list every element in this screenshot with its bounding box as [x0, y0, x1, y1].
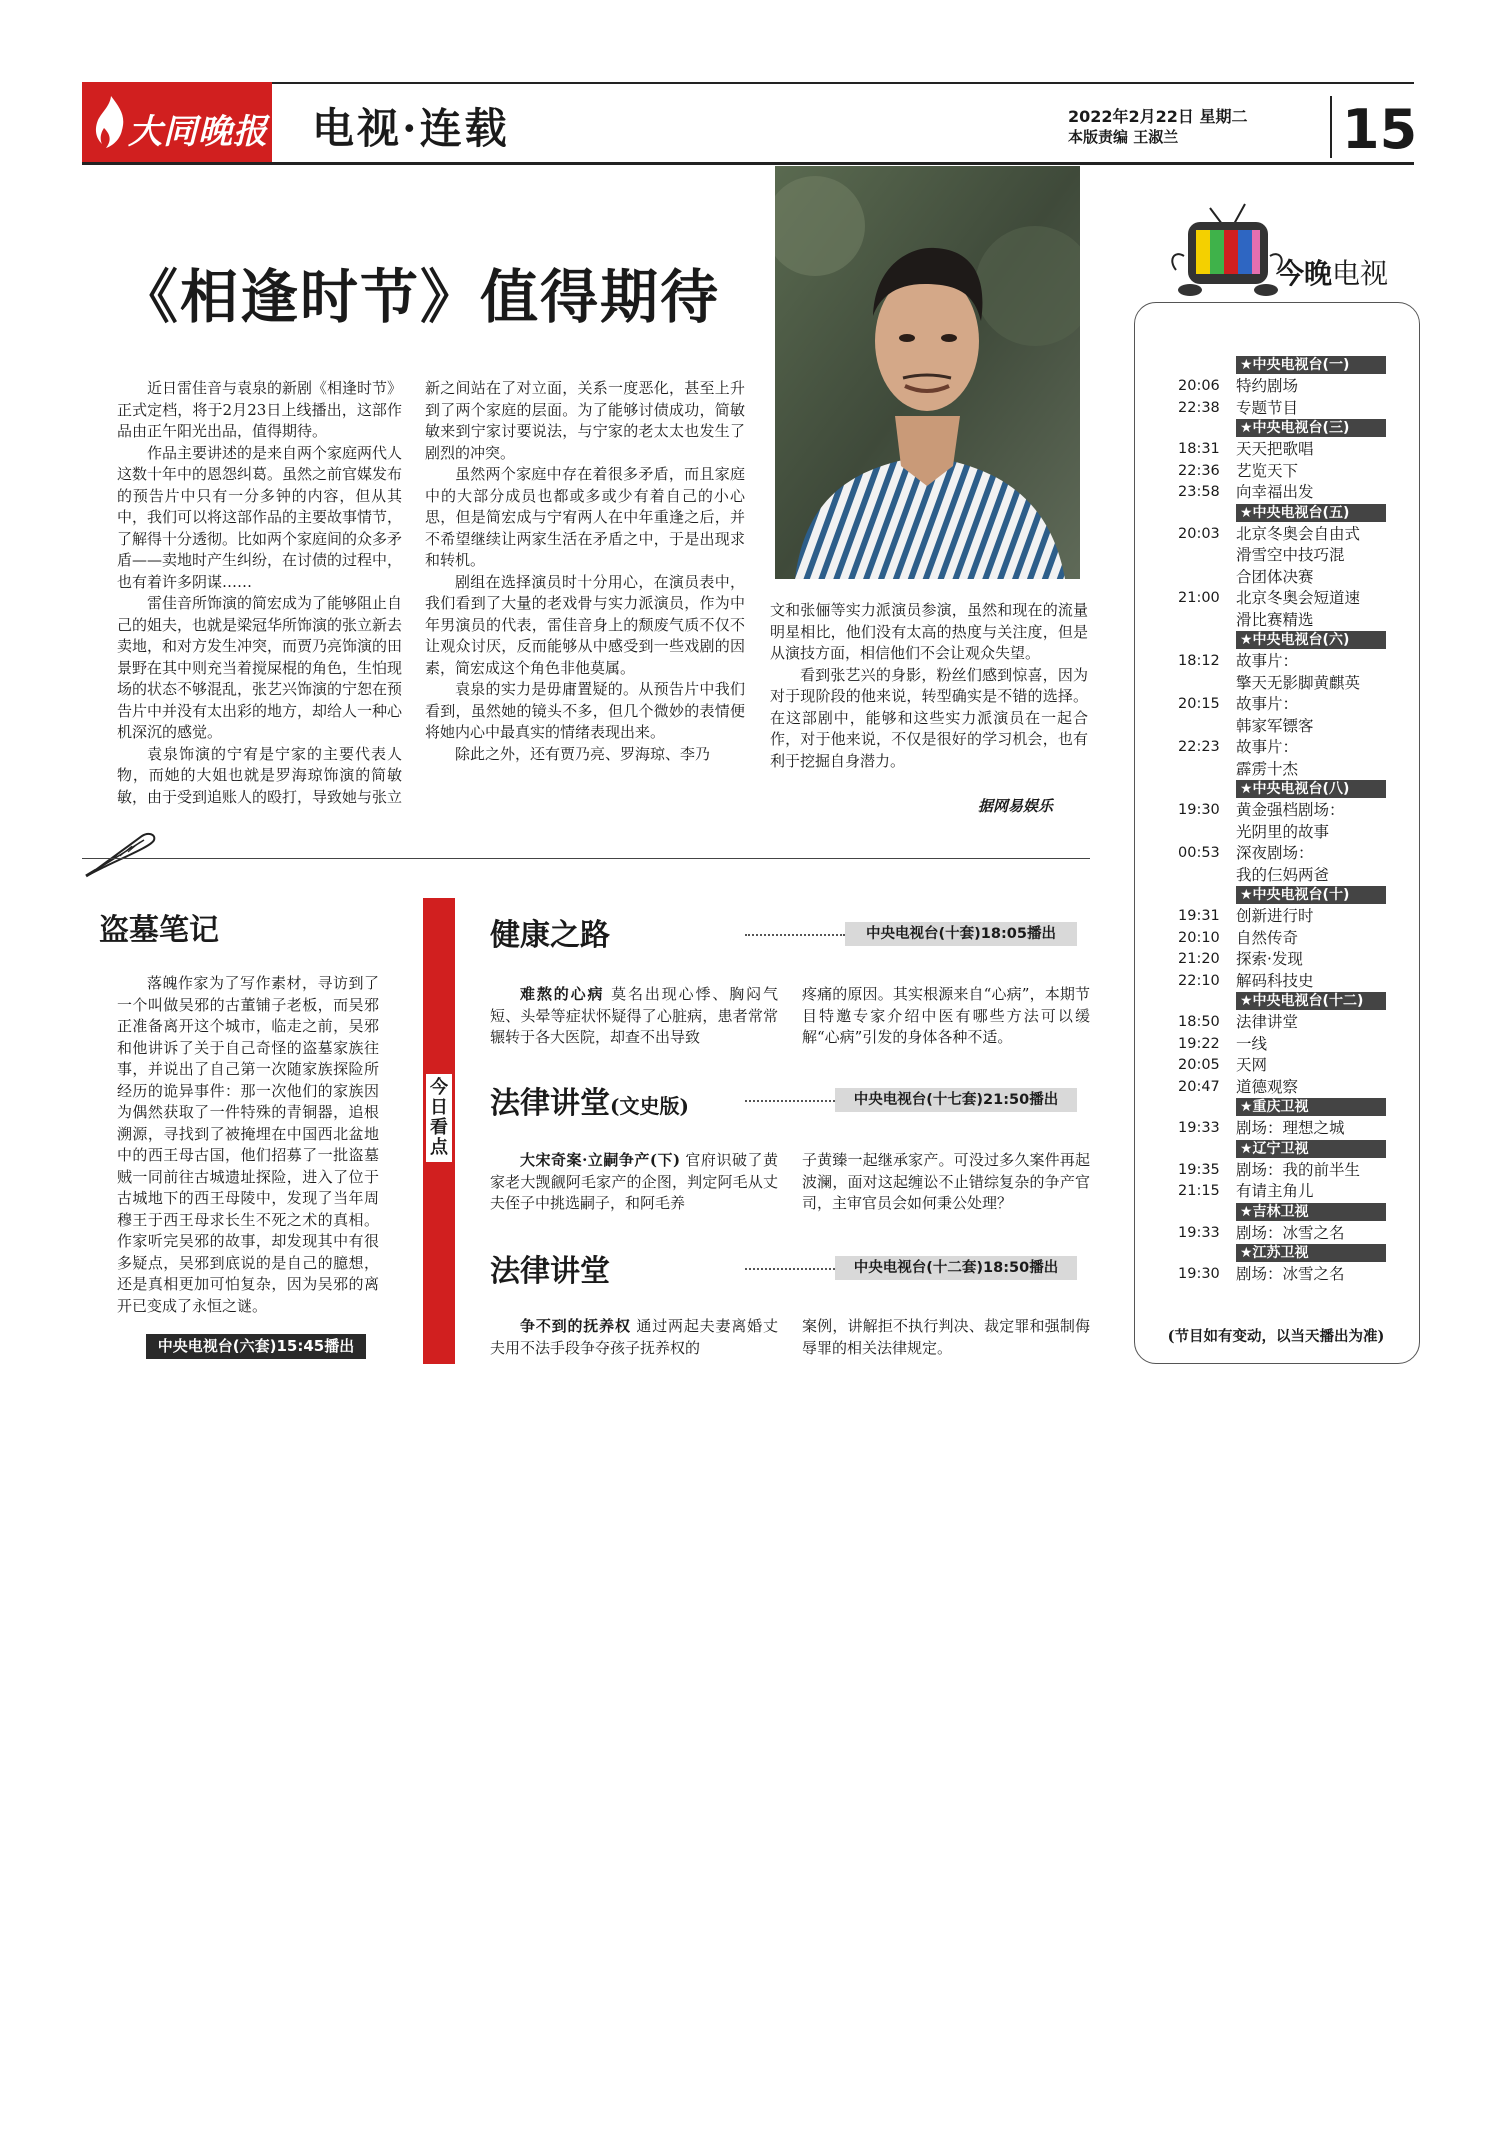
article-headline: 《相逢时节》值得期待: [120, 263, 721, 331]
schedule-row: [1160, 461, 1416, 483]
schedule-time: 18:12: [1178, 653, 1220, 669]
schedule-program: 自然传奇: [1236, 928, 1299, 947]
channel-header: ★中央电视台(十二): [1236, 992, 1386, 1010]
schedule-time: 19:22: [1178, 1035, 1220, 1052]
tv-title-bold: 今晚: [1276, 257, 1333, 290]
schedule-time: 20:15: [1178, 696, 1220, 712]
channel-header: ★中央电视台(三): [1236, 419, 1386, 437]
schedule-time: 00:53: [1178, 845, 1220, 861]
paragraph: 作品主要讲述的是来自两个家庭两代人这数十年中的恩怨纠葛。虽然之前官媒发布的预告片中只有一分多钟的内容，但从其中，我们可以将这部作品的主要故事情节，了解得十分透彻。比如两个家庭间的众多矛盾——卖地时产生纠纷，在讨债的过程中，也有着许多阴谋……: [117, 443, 403, 591]
program-desc-col-1: [490, 984, 778, 1049]
schedule-program: 合团体决赛: [1236, 567, 1314, 586]
schedule-program: 法律讲堂: [1236, 1013, 1299, 1031]
schedule-program: 艺览天下: [1236, 461, 1299, 480]
program-lead: 大宋奇案·立嗣争产(下): [520, 1151, 681, 1169]
paragraph: 文和张俪等实力派演员参演，虽然和现在的流量明星相比，他们没有太高的热度与关注度，但是从演技方面，相信他们不会让观众失望。: [770, 601, 1088, 662]
channel-header: ★中央电视台(十): [1236, 886, 1386, 904]
paragraph: 除此之外，还有贾乃亮、罗海琼、李乃: [455, 744, 711, 763]
schedule-program: 创新进行时: [1236, 907, 1314, 925]
program-desc-col-1: [490, 1316, 778, 1359]
paragraph: 近日雷佳音与袁泉的新剧《相逢时节》正式定档，将于2月23日上线播出，这部作品由正午阳光出品，值得期待。: [117, 379, 403, 440]
masthead-top-rule: [82, 82, 1414, 84]
program-desc: 疼痛的原因。其实根源来自“心病”，本期节目特邀专家介绍中医有哪些方法可以缓解“心病”引发的身体各种不适。: [802, 985, 1090, 1046]
schedule-row: [1160, 822, 1416, 844]
schedule-time: 19:33: [1178, 1224, 1220, 1241]
schedule-time: 20:06: [1178, 378, 1220, 394]
schedule-time: 20:47: [1178, 1078, 1220, 1095]
schedule-time: 19:31: [1178, 908, 1220, 924]
channel-header: ★重庆卫视: [1236, 1098, 1386, 1116]
schedule-program: 滑比赛精选: [1236, 610, 1314, 629]
program-desc: 官府识破了黄家老大觊觎阿毛家产的企图，判定阿毛从丈夫侄子中挑选嗣子，和阿毛养: [490, 1151, 778, 1212]
schedule-program: 北京冬奥会短道速: [1236, 589, 1361, 607]
schedule-program: 特约剧场: [1236, 377, 1299, 395]
schedule-program: 光阴里的故事: [1236, 822, 1330, 841]
schedule-time: 21:15: [1178, 1183, 1220, 1199]
section-title: 电视·连载: [312, 104, 510, 153]
schedule-time: 21:00: [1178, 590, 1220, 606]
schedule-row: [1160, 439, 1416, 461]
schedule-program: 道德观察: [1236, 1077, 1299, 1096]
schedule-time: 23:58: [1178, 484, 1220, 500]
schedule-program: 解码科技史: [1236, 971, 1314, 990]
channel-header: ★江苏卫视: [1236, 1244, 1386, 1262]
logo-text: 大同晚报: [128, 112, 268, 152]
schedule-row: [1160, 588, 1416, 610]
program-desc: 通过两起夫妻离婚丈夫用不法手段争夺孩子抚养权的: [490, 1317, 778, 1357]
program-title: [490, 1246, 610, 1290]
schedule-row: [1160, 1181, 1416, 1203]
paragraph: 雷佳音所饰演的简宏成为了能够阻止自己的姐夫，也就是梁冠华所饰演的张立新去卖地，和对方发生冲突，而贾乃亮饰演的田景野在其中则充当着搅屎棍的角色，生怕现场的状态不够混乱，张艺兴饰演的宁恕在预告片中并没有太出彩的地方，却给人一种心机深沉的感觉。: [117, 594, 403, 741]
program-desc: 莫名出现心悸、胸闷气短、头晕等症状怀疑得了心脏病，患者常常辗转于各大医院，却查不出导致: [490, 985, 778, 1046]
program-desc-col-2: [802, 1150, 1090, 1215]
program-desc: 案例，讲解拒不执行判决、裁定罪和强制侮辱罪的相关法律规定。: [802, 1317, 1090, 1357]
program-title-text: 法律讲堂: [490, 1254, 610, 1289]
program-desc-col-1: [490, 1150, 778, 1215]
schedule-row: [1160, 949, 1416, 971]
dotted-leader: [745, 1268, 835, 1270]
schedule-note: (节目如有变动，以当天播出为准): [1167, 1328, 1385, 1345]
program-broadcast-tag: 中央电视台(十七套)21:50播出: [835, 1088, 1077, 1112]
paragraph: 袁泉饰演的宁宥是宁家的主要代表人物，而她的大姐也就是罗海琼饰演的简敏敏，由于受到追账人的殴打，导致她与张立: [117, 744, 403, 806]
schedule-program: 故事片：: [1236, 695, 1299, 713]
schedule-row: [1160, 843, 1416, 865]
schedule-row: [1160, 1012, 1416, 1034]
program-desc: 子黄臻一起继承家产。可没过多久案件再起波澜，面对这起缠讼不止错综复杂的争产官司，主审官员会如何秉公处理？: [802, 1151, 1090, 1212]
schedule-program: 探索·发现: [1236, 950, 1303, 968]
schedule-row: [1160, 1077, 1416, 1099]
article-column-3: [770, 600, 1088, 772]
schedule-program: 故事片：: [1236, 652, 1299, 670]
schedule-time: 22:36: [1178, 462, 1220, 479]
channel-header: ★中央电视台(五): [1236, 504, 1386, 522]
schedule-time: 22:38: [1178, 399, 1220, 416]
schedule-time: 22:23: [1178, 739, 1220, 755]
highlights-label: 今日看点: [426, 1074, 452, 1162]
schedule-time: [1160, 545, 1236, 567]
article-column-2: [425, 378, 745, 765]
issue-date: 2022年2月22日 星期二: [1068, 107, 1248, 126]
schedule-row: [1160, 651, 1416, 673]
quill-pen-icon: [82, 828, 162, 878]
schedule-time: [1160, 610, 1236, 632]
tv-schedule-title: [1276, 252, 1388, 292]
schedule-program: 北京冬奥会自由式: [1236, 524, 1361, 543]
schedule-row: [1160, 971, 1416, 993]
article-column-1: [117, 378, 402, 808]
program-desc-col-2: [802, 1316, 1090, 1359]
schedule-row: [1160, 694, 1416, 716]
channel-header: ★中央电视台(八): [1236, 780, 1386, 798]
dotted-leader: [745, 934, 845, 936]
schedule-time: 19:35: [1178, 1161, 1220, 1178]
schedule-program: 擎天无影脚黄麒英: [1236, 673, 1361, 692]
schedule-program: 天天把歌唱: [1236, 440, 1314, 458]
channel-header: ★中央电视台(一): [1236, 356, 1386, 374]
schedule-program: 向幸福出发: [1236, 483, 1314, 501]
schedule-time: 18:31: [1178, 441, 1220, 457]
schedule-time: 19:33: [1178, 1120, 1220, 1136]
paragraph: 袁泉的实力是毋庸置疑的。从预告片中我们看到，虽然她的镜头不多，但几个微妙的表情便将她内心中最真实的情绪表现出来。: [425, 680, 745, 741]
paragraph: 落魄作家为了写作素材，寻访到了一个叫做吴邪的古董铺子老板，而吴邪正准备离开这个城市，临走之前，吴邪和他讲诉了关于自己奇怪的盗墓家族往事，并说出了自己第一次随家族探险所经历的诡异事件：那一次他们的家族因为偶然获取了一件特殊的青铜器，追根溯源，寻找到了被掩埋在中国西北盆地中的西王母古国，他们招募了一批盗墓贼一同前往古城遗址探险，进入了位于古城地下的西王母陵中，发现了当年周穆王于西王母求长生不死之术的真相。作家听完吴邪的故事，却发现其中有很多疑点，吴邪到底说的是自己的臆想，还是真相更加可怕复杂，因为吴邪的离开已变成了永恒之谜。: [117, 974, 379, 1315]
paragraph: 剧组在选择演员时十分用心，在演员表中，我们看到了大量的老戏骨与实力派演员，作为中年男演员的代表，雷佳音身上的颓废气质不仅不让观众讨厌，反而能够从中感受到一些戏剧的因素，简宏成这个角色非他莫属。: [425, 572, 745, 677]
schedule-row: [1160, 524, 1416, 546]
schedule-program: 剧场：冰雪之名: [1236, 1223, 1345, 1242]
schedule-row: [1160, 906, 1416, 928]
schedule-program: 剧场：我的前半生: [1236, 1160, 1361, 1179]
flame-icon: [92, 94, 130, 150]
schedule-program: 专题节目: [1236, 398, 1299, 417]
program-title: [490, 910, 610, 954]
schedule-row: [1160, 376, 1416, 398]
schedule-program: 故事片：: [1236, 738, 1299, 756]
schedule-row: [1160, 737, 1416, 759]
schedule-program: 韩家军镖客: [1236, 716, 1314, 735]
page-number-divider: [1330, 96, 1332, 158]
schedule-row: [1160, 1118, 1416, 1140]
masthead-bottom-rule: [82, 162, 1414, 165]
newspaper-logo: [82, 82, 272, 162]
schedule-time: 19:30: [1178, 802, 1220, 818]
schedule-time: [1160, 716, 1236, 738]
schedule-time: [1160, 567, 1236, 589]
schedule-time: 20:03: [1178, 525, 1220, 542]
actor-photo: [775, 166, 1080, 579]
channel-header: ★辽宁卫视: [1236, 1140, 1386, 1158]
schedule-time: 21:20: [1178, 951, 1220, 967]
schedule-program: 一线: [1236, 1034, 1268, 1053]
schedule-row: [1160, 1264, 1416, 1286]
program-broadcast-tag: 中央电视台(十二套)18:50播出: [835, 1256, 1077, 1280]
schedule-program: 滑雪空中技巧混: [1236, 546, 1345, 564]
schedule-row: [1160, 610, 1416, 632]
schedule-row: [1160, 567, 1416, 589]
schedule-row: [1160, 928, 1416, 950]
program-lead: 难熬的心病: [520, 985, 605, 1003]
paragraph: 新之间站在了对立面，关系一度恶化，甚至上升到了两个家庭的层面。为了能够讨债成功，简敏敏来到宁家讨要说法，与宁家的老太太也发生了剧烈的冲突。: [425, 379, 745, 462]
page-editor: 本版责编 王淑兰: [1068, 128, 1179, 146]
schedule-program: 有请主角儿: [1236, 1182, 1314, 1200]
schedule-time: [1160, 865, 1236, 887]
paragraph: 看到张艺兴的身影，粉丝们感到惊喜，因为对于现阶段的他来说，转型确实是不错的选择。在这部剧中，能够和这些实力派演员在一起合作，对于他来说，不仅是很好的学习机会，也有利于挖掘自身潜力。: [770, 665, 1088, 770]
schedule-row: [1160, 1034, 1416, 1056]
schedule-time: 18:50: [1178, 1014, 1220, 1030]
channel-header: ★吉林卫视: [1236, 1203, 1386, 1221]
schedule-row: [1160, 1160, 1416, 1182]
schedule-time: [1160, 759, 1236, 781]
schedule-row: [1160, 482, 1416, 504]
schedule-time: [1160, 822, 1236, 844]
schedule-row: [1160, 1223, 1416, 1245]
schedule-program: 我的仨妈两爸: [1236, 865, 1330, 884]
dotted-leader: [745, 1100, 835, 1102]
schedule-row: [1160, 1055, 1416, 1077]
serial-title: 盗墓笔记: [99, 913, 219, 948]
schedule-time: 20:05: [1178, 1057, 1220, 1073]
program-subtitle: (文史版): [610, 1094, 689, 1118]
program-desc-col-2: [802, 984, 1090, 1049]
article-source: 据网易娱乐: [978, 797, 1054, 815]
schedule-time: 22:10: [1178, 972, 1220, 989]
schedule-row: [1160, 800, 1416, 822]
schedule-program: 剧场：冰雪之名: [1236, 1265, 1345, 1283]
television-icon: [1170, 200, 1285, 300]
schedule-row: [1160, 545, 1416, 567]
schedule-program: 霹雳十杰: [1236, 759, 1299, 778]
paragraph: 虽然两个家庭中存在着很多矛盾，而且家庭中的大部分成员也都或多或少有着自己的小心思，但是简宏成与宁宥两人在中年重逢之后，并不希望继续让两家生活在矛盾之中，于是出现求和转机。: [425, 465, 745, 569]
schedule-program: 剧场：理想之城: [1236, 1119, 1345, 1137]
schedule-row: [1160, 716, 1416, 738]
program-lead: 争不到的抚养权: [520, 1317, 631, 1335]
schedule-row: [1160, 673, 1416, 695]
program-broadcast-tag: 中央电视台(十套)18:05播出: [845, 922, 1077, 946]
tv-schedule-list: [1160, 356, 1416, 1286]
tv-title-rest: 电视: [1332, 257, 1389, 290]
schedule-program: 黄金强档剧场：: [1236, 801, 1345, 819]
program-title-text: 法律讲堂: [490, 1086, 610, 1121]
schedule-program: 天网: [1236, 1056, 1268, 1074]
section-divider: [82, 858, 1090, 859]
schedule-row: [1160, 759, 1416, 781]
schedule-time: 19:30: [1178, 1266, 1220, 1282]
schedule-row: [1160, 865, 1416, 887]
page-number: 15: [1342, 98, 1418, 161]
serial-text: [117, 973, 379, 1317]
channel-header: ★中央电视台(六): [1236, 631, 1386, 649]
schedule-time: [1160, 673, 1236, 695]
program-title-text: 健康之路: [490, 918, 610, 953]
serial-broadcast-tag: 中央电视台(六套)15:45播出: [146, 1334, 366, 1359]
schedule-time: 20:10: [1178, 929, 1220, 946]
schedule-row: [1160, 398, 1416, 420]
schedule-program: 深夜剧场：: [1236, 844, 1314, 862]
program-title: [490, 1078, 689, 1122]
